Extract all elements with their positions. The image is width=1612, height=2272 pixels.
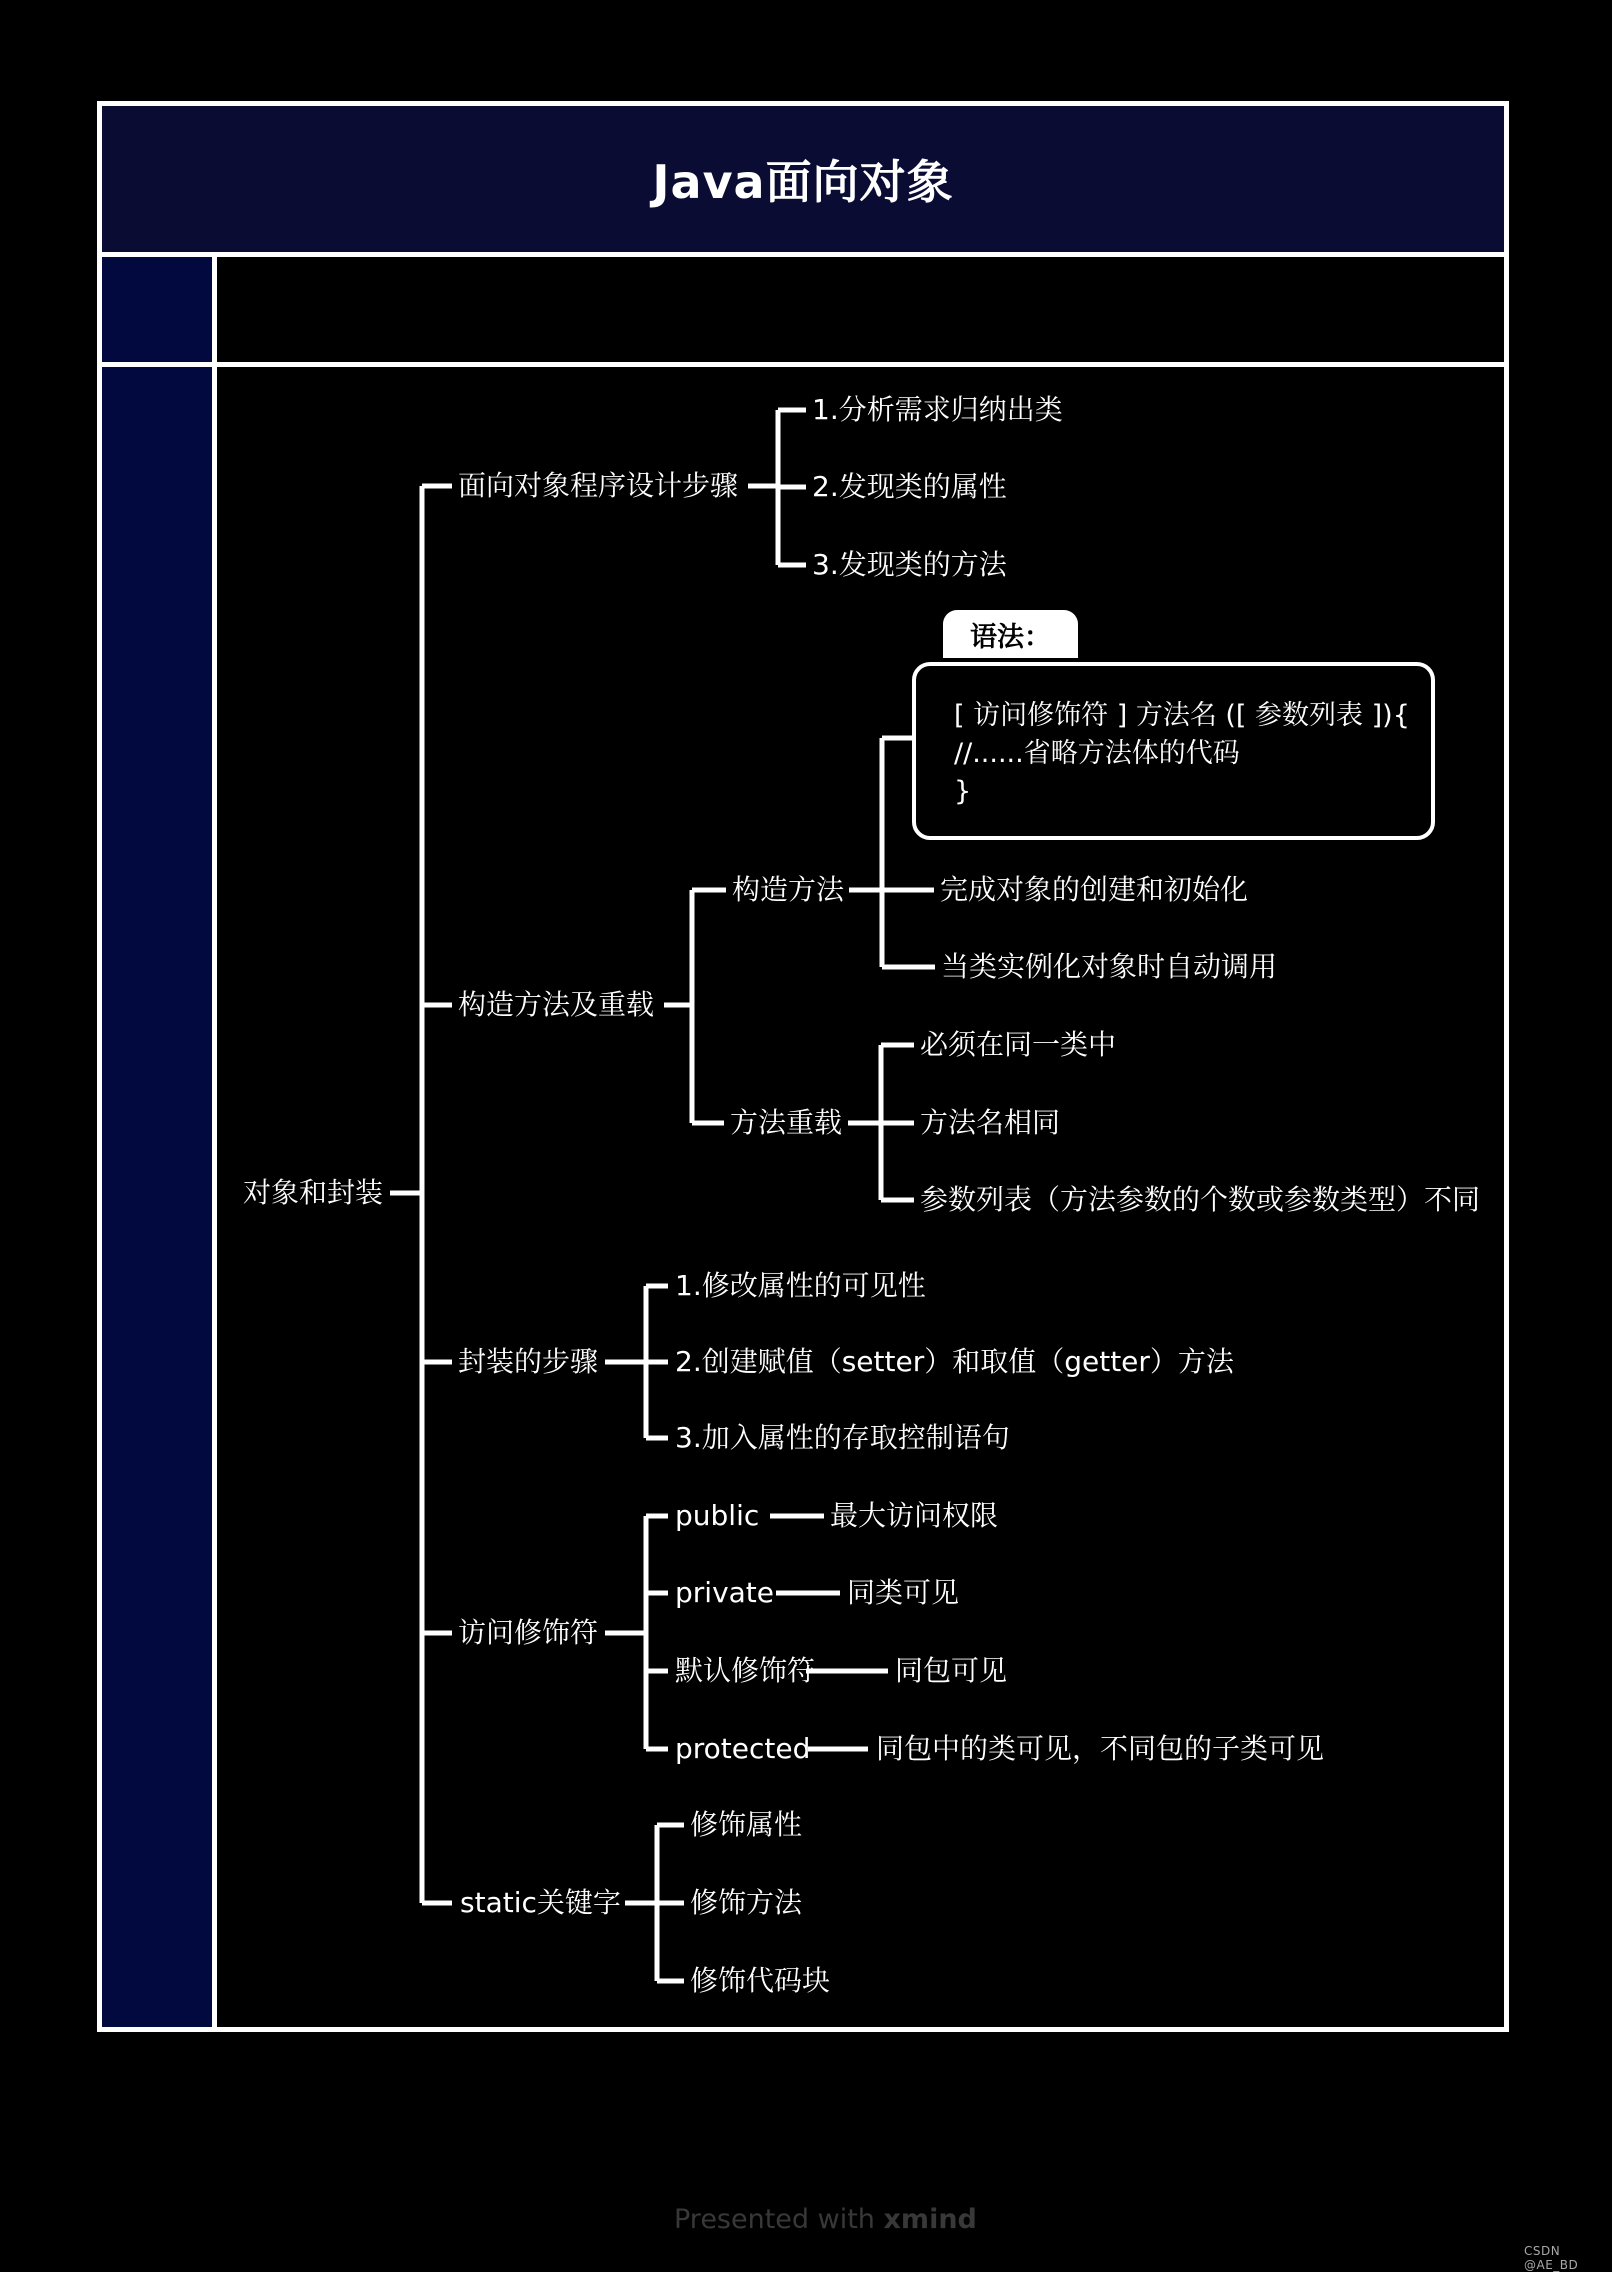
node-method-overload: 方法重载 <box>730 1106 843 1140</box>
page-title: Java面向对象 <box>652 155 954 209</box>
xmind-watermark <box>674 2204 977 2235</box>
node-find-attributes: 2.发现类的属性 <box>812 470 1007 504</box>
node-analyze-classes: 1.分析需求归纳出类 <box>812 393 1063 427</box>
syntax-line-3: } <box>954 776 972 807</box>
syntax-callout-title-text: 语法： <box>970 621 1051 653</box>
side-cell-main <box>102 367 217 2027</box>
title-bar <box>102 106 1504 257</box>
syntax-callout-title <box>943 610 1078 658</box>
branch-oop-steps: 面向对象程序设计步骤 <box>458 469 739 503</box>
node-private: private <box>675 1576 774 1610</box>
node-constructor-purpose: 完成对象的创建和初始化 <box>940 873 1249 907</box>
node-setter-getter: 2.创建赋值（setter）和取值（getter）方法 <box>675 1345 1234 1379</box>
node-constructor: 构造方法 <box>732 873 845 907</box>
watermark-brand: xmind <box>883 2204 977 2235</box>
node-static-method: 修饰方法 <box>690 1886 803 1920</box>
node-access-control: 3.加入属性的存取控制语句 <box>675 1421 1010 1455</box>
empty-row <box>102 257 1504 367</box>
node-protected: protected <box>675 1732 811 1766</box>
node-same-name: 方法名相同 <box>920 1106 1061 1140</box>
node-constructor-autocall: 当类实例化对象时自动调用 <box>941 950 1278 984</box>
node-modify-visibility: 1.修改属性的可见性 <box>675 1269 926 1303</box>
branch-constructor-overload: 构造方法及重载 <box>458 988 655 1022</box>
root-node: 对象和封装 <box>243 1176 384 1210</box>
node-different-params: 参数列表（方法参数的个数或参数类型）不同 <box>920 1183 1481 1217</box>
node-static-block: 修饰代码块 <box>690 1964 831 1998</box>
branch-encapsulation-steps: 封装的步骤 <box>458 1345 599 1379</box>
node-default-desc: 同包可见 <box>895 1654 1008 1688</box>
node-public-desc: 最大访问权限 <box>830 1499 999 1533</box>
syntax-line-1: [ 访问修饰符 ] 方法名 ([ 参数列表 ]){ <box>954 700 1410 731</box>
side-cell-top <box>102 257 217 362</box>
csdn-credit: CSDN @AE_BD <box>1524 2244 1579 2272</box>
watermark-text: Presented with <box>674 2204 884 2235</box>
node-static-attribute: 修饰属性 <box>690 1808 803 1842</box>
node-protected-desc: 同包中的类可见，不同包的子类可见 <box>876 1732 1325 1766</box>
branch-access-modifiers: 访问修饰符 <box>458 1616 599 1650</box>
node-private-desc: 同类可见 <box>847 1576 960 1610</box>
node-default-modifier: 默认修饰符 <box>675 1654 816 1688</box>
node-public: public <box>675 1499 760 1533</box>
node-same-class: 必须在同一类中 <box>920 1028 1117 1062</box>
syntax-callout-box <box>912 662 1435 840</box>
node-find-methods: 3.发现类的方法 <box>812 548 1007 582</box>
branch-static-keyword: static关键字 <box>460 1886 621 1920</box>
syntax-line-2: //......省略方法体的代码 <box>954 738 1240 769</box>
